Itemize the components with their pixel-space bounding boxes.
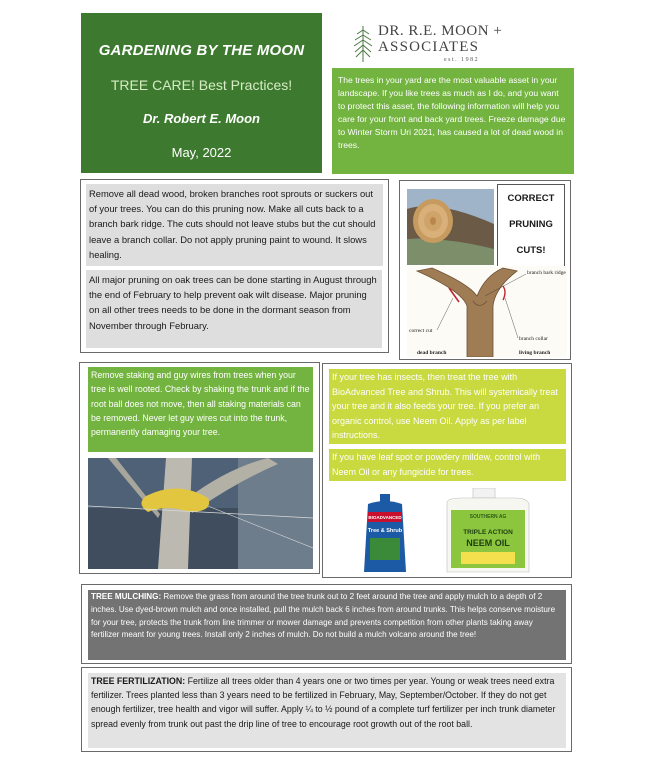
mulching-panel xyxy=(81,584,572,664)
correct-pruning-label xyxy=(497,184,565,268)
pruning-label-line3: CUTS! xyxy=(516,245,546,256)
tree-stake-photo xyxy=(88,458,313,569)
fertilization-heading: TREE FERTILIZATION: xyxy=(91,676,186,686)
fertilization-panel xyxy=(81,667,572,752)
newsletter-title: GARDENING BY THE MOON xyxy=(98,42,305,59)
label-branch-bark-ridge: branch bark ridge xyxy=(527,270,566,276)
staking-text: Remove staking and guy wires from trees when your tree is well rooted. Check by shaking the trunk and if the root ball does not move, then all staking materials can be removed. Never let guy wires cut into the trunk, permanently damaging your tree. xyxy=(88,367,313,452)
insect-treatment-text: If your tree has insects, then treat the tree with BioAdvanced Tree and Shrub. This will systemically treat your tree and it also feeds your tree. If you prefer an organic control, use Neem Oil. Apply as per label instructions. xyxy=(329,369,566,444)
bioadvanced-bottle-image xyxy=(358,494,412,574)
pruning-cut-diagram xyxy=(407,266,567,357)
intro-box xyxy=(332,68,574,174)
logo-line-2: ASSOCIATES xyxy=(378,39,480,55)
deadwood-panel xyxy=(80,179,389,353)
pruning-label-line1: CORRECT xyxy=(507,193,555,204)
staking-panel xyxy=(79,362,320,574)
deadwood-paragraph: Remove all dead wood, broken branches root sprouts or suckers out of your trees. You can do this pruning now. Make all cuts back to a branch bark ridge. The cuts should not leave stubs but the cut should leave a branch collar. Do not apply pruning paint to wound. It slows healing. xyxy=(86,184,383,266)
header-banner xyxy=(81,13,322,173)
issue-date: May, 2022 xyxy=(171,145,232,160)
label-dead-branch: dead branch xyxy=(417,350,447,356)
pruning-label-line2: PRUNING xyxy=(509,219,553,230)
cut-stump-photo xyxy=(407,189,494,265)
author-name: Dr. Robert E. Moon xyxy=(143,111,260,126)
product1-brand: BIOADVANCED xyxy=(368,515,402,520)
insects-panel xyxy=(322,363,572,578)
leaf-spot-text: If you have leaf spot or powdery mildew, control with Neem Oil or any fungicide for trees. xyxy=(329,449,566,481)
product2-line2: NEEM OIL xyxy=(466,538,510,548)
pine-tree-icon xyxy=(352,24,374,64)
product1-name: Tree & Shrub xyxy=(367,528,403,534)
label-living-branch: living branch xyxy=(519,350,551,356)
neem-oil-bottle-image xyxy=(441,488,534,574)
mulching-body: Remove the grass from around the tree trunk out to 2 feet around the tree and apply mulch to a depth of 2 inches. Use dyed-brown mulch and once installed, pull the mulch back 6 inches from around trunks. This helps conserve moisture for your tree, protects the trunk from line trimmer or mower damage and prevents competition from other plants taking away fertilizer meant for young trees. Install only 2 inches of mulch. Do not build a mulch volcano around the tree! xyxy=(91,592,556,640)
mulching-text xyxy=(88,590,566,660)
logo-est: est. 1982 xyxy=(444,57,480,63)
pruning-panel xyxy=(399,180,571,360)
product2-line1: TRIPLE ACTION xyxy=(463,529,513,536)
newsletter-subtitle: TREE CARE! Best Practices! xyxy=(110,77,293,93)
company-logo xyxy=(352,22,502,66)
mulching-heading: TREE MULCHING: xyxy=(91,592,162,601)
oak-pruning-paragraph: All major pruning on oak trees can be done starting in August through the end of February to help prevent oak wilt disease. Major pruning on all other trees needs to be done in the dormant season from November through February. xyxy=(86,270,382,348)
fertilization-text xyxy=(88,673,566,748)
fertilization-body: Fertilize all trees older than 4 years one or two times per year. Young or weak trees need extra fertilizer. Trees planted less than 3 years need to be fertilized in February, May, September/October. If they do not get enough fertilizer, tree health and vigor will suffer. Apply ¼ to ½ pound of a complete turf fertilizer per inch trunk diameter spread evenly from trunk out past the drip line of tree to encourage root growth out of the root ball. xyxy=(91,676,556,729)
label-correct-cut: correct cut xyxy=(409,328,433,334)
label-branch-collar: branch collar xyxy=(519,336,548,342)
logo-line-1: DR. R.E. MOON + xyxy=(378,23,503,39)
product2-brand: SOUTHERN AG xyxy=(469,514,507,520)
intro-text: The trees in your yard are the most valuable asset in your landscape. If you like trees as much as I do, and you want to protect this asset, the following information will help you care for your front and back yard trees. Freeze damage due to Winter Storm Uri 2021, has caused a lot of dead wood in trees. xyxy=(338,75,566,150)
